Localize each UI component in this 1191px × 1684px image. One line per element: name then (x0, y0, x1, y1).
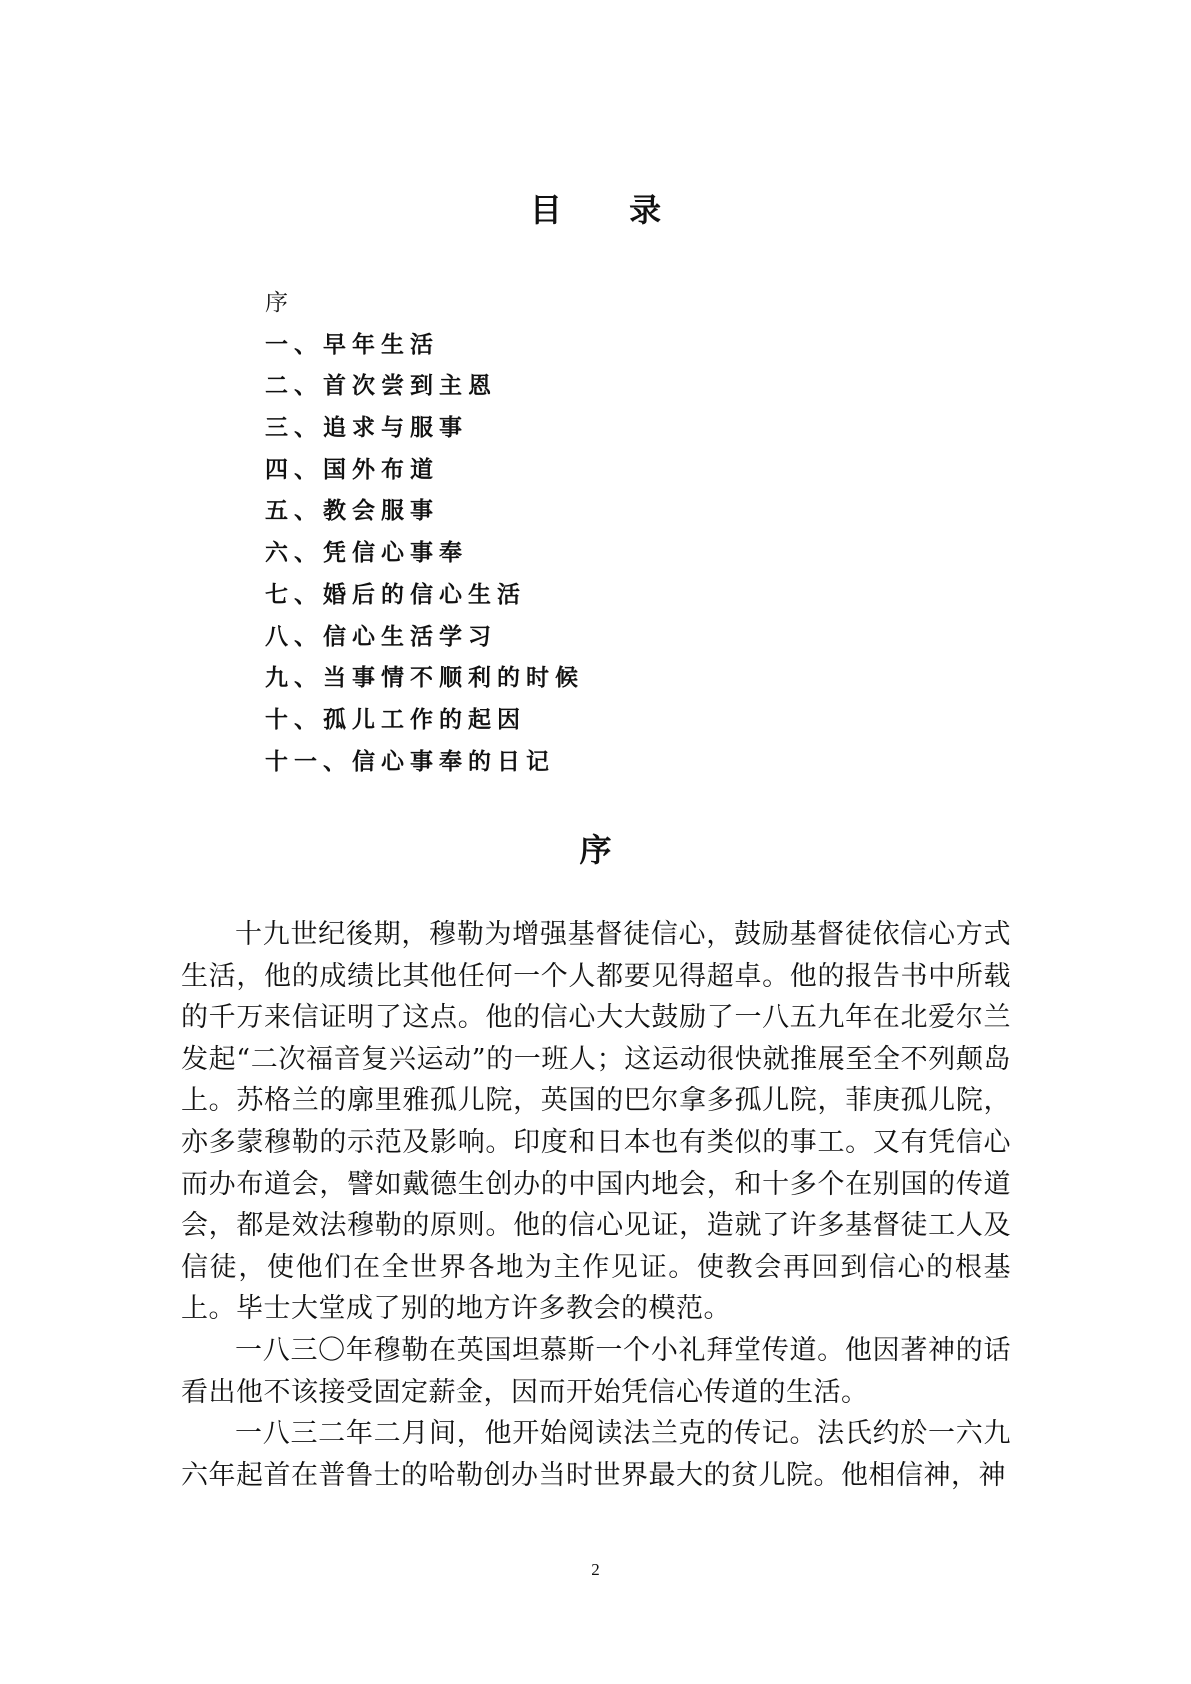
toc-list (265, 288, 584, 788)
toc-item-chapter-1: 一、早年生活 (265, 331, 439, 358)
toc-item-chapter-6: 六、凭信心事奉 (265, 540, 468, 567)
toc-item-chapter-9: 九、当事情不顺利的时候 (265, 665, 584, 692)
toc-item-chapter-5: 五、教会服事 (265, 498, 439, 525)
preface-paragraph: 一八三〇年穆勒在英国坦慕斯一个小礼拜堂传道。他因著神的话看出他不该接受固定薪金，因而开始凭信心传道的生活。 (181, 1334, 1011, 1408)
preface-title: 序 (579, 831, 612, 869)
toc-item-chapter-3: 三、追求与服事 (265, 415, 468, 442)
toc-item-chapter-8: 八、信心生活学习 (265, 623, 497, 650)
toc-item-chapter-4: 四、国外布道 (265, 456, 439, 483)
preface-paragraph: 十九世纪後期，穆勒为增强基督徒信心，鼓励基督徒依信心方式生活，他的成绩比其他任何一个人都要见得超卓。他的报告书中所载的千万来信证明了这点。他的信心大大鼓励了一八五九年在北爱尔兰发起“二次福音复兴运动”的一班人；这运动很快就推展至全不列颠岛上。苏格兰的廓里雅孤儿院，英国的巴尔拿多孤儿院，菲庚孤儿院，亦多蒙穆勒的示范及影响。印度和日本也有类似的事工。又有凭信心而办布道会，譬如戴德生创办的中国内地会，和十多个在别国的传道会，都是效法穆勒的原则。他的信心见证，造就了许多基督徒工人及信徒，使他们在全世界各地为主作见证。使教会再回到信心的根基上。毕士大堂成了别的地方许多教会的模范。 (181, 919, 1011, 1325)
toc-item-chapter-7: 七、婚后的信心生活 (265, 581, 526, 608)
preface-paragraph: 一八三二年二月间，他开始阅读法兰克的传记。法氏约於一六九六年起首在普鲁士的哈勒创办当时世界最大的贫儿院。他相信神，神 (181, 1418, 1011, 1491)
toc-item-preface: 序 (265, 290, 294, 316)
toc-title: 目 录 (529, 191, 690, 229)
toc-item-chapter-10: 十、孤儿工作的起因 (265, 706, 526, 733)
preface-body (181, 914, 1011, 1496)
toc-item-chapter-11: 十一、信心事奉的日记 (265, 748, 555, 775)
page-number: 2 (591, 1560, 600, 1579)
toc-item-chapter-2: 二、首次尝到主恩 (265, 373, 497, 400)
